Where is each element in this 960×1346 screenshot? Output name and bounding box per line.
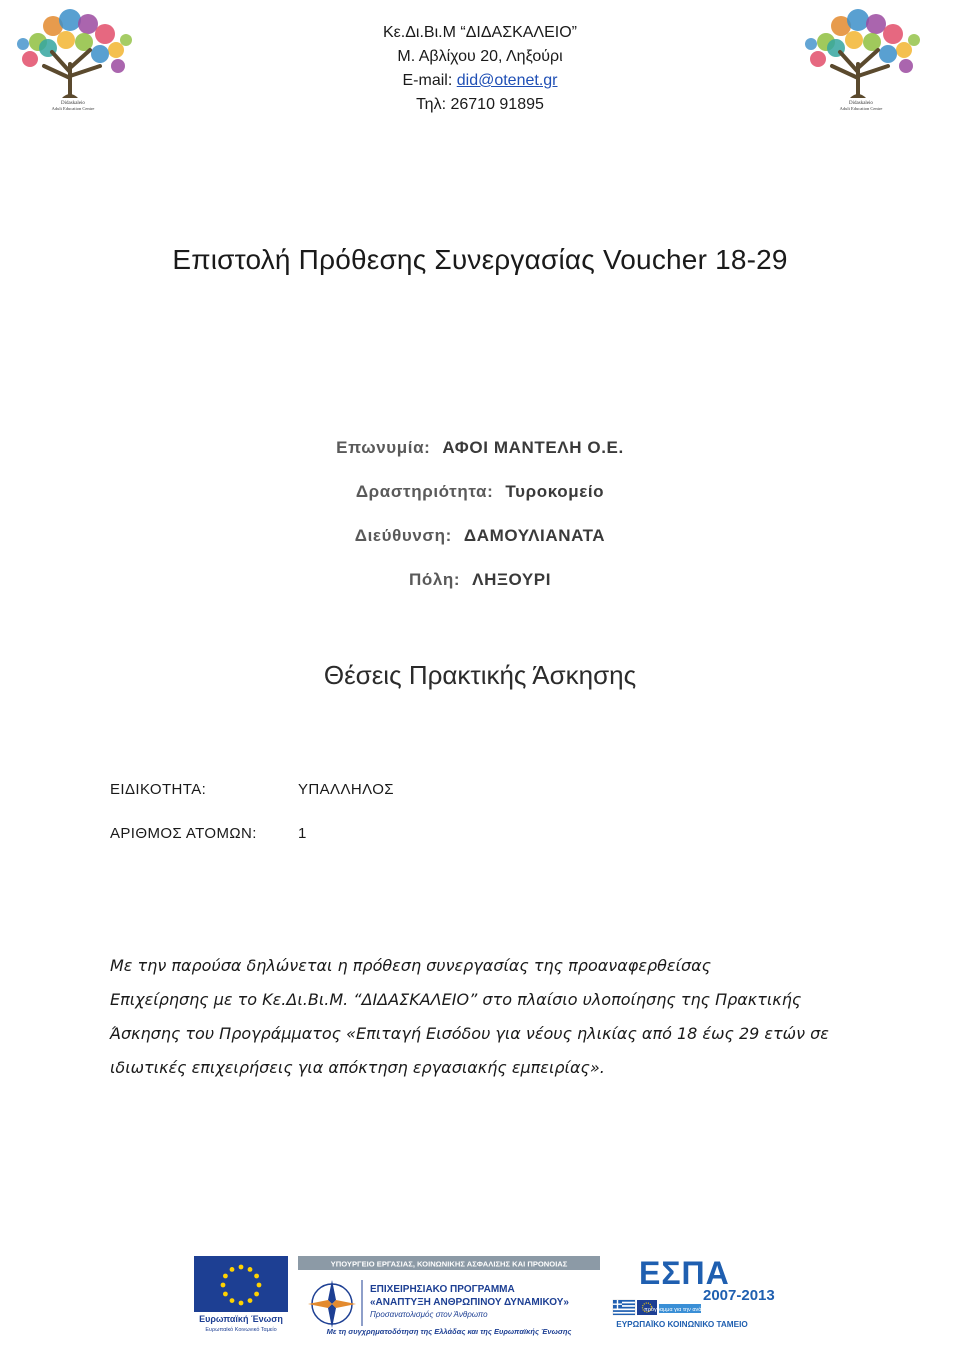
company-address-value: ΔΑΜΟΥΛΙΑΝΑΤΑ	[463, 526, 606, 545]
company-city-row	[0, 570, 960, 590]
header-phone: Τηλ: 26710 91895	[416, 96, 544, 113]
svg-text:πρόγραμμα για την ανάπτυξη: πρόγραμμα για την ανάπτυξη	[644, 1307, 716, 1313]
header-email-label: E-mail:	[402, 72, 457, 89]
svg-text:ΕΥΡΩΠΑΪΚΟ ΚΟΙΝΩΝΙΚΟ ΤΑΜΕΙΟ: ΕΥΡΩΠΑΪΚΟ ΚΟΙΝΩΝΙΚΟ ΤΑΜΕΙΟ	[616, 1320, 748, 1329]
eu-flag-logo	[192, 1256, 290, 1334]
espa-logo	[607, 1252, 775, 1334]
svg-text:Adult Education Centre: Adult Education Centre	[51, 106, 95, 111]
person-count-value: 1	[298, 825, 307, 842]
svg-text:Με τη συγχρηματοδότηση της Ελλ: Με τη συγχρηματοδότηση της Ελλάδας και της Ευρωπαϊκής Ένωσης	[326, 1327, 572, 1336]
specialty-label: ΕΙΔΙΚΟΤΗΤΑ:	[110, 781, 207, 798]
company-activity-row	[0, 482, 960, 502]
svg-text:ΥΠΟΥΡΓΕΙΟ ΕΡΓΑΣΙΑΣ, ΚΟΙΝΩΝΙΚΗΣ: ΥΠΟΥΡΓΕΙΟ ΕΡΓΑΣΙΑΣ, ΚΟΙΝΩΝΙΚΗΣ ΑΣΦΑΛΙΣΗΣ ΚΑΙ ΠΡΟΝΟΙΑΣ	[330, 1259, 568, 1269]
svg-text:Ευρωπαϊκό Κοινωνικό Ταμείο: Ευρωπαϊκό Κοινωνικό Ταμείο	[205, 1327, 277, 1333]
header-email-line	[0, 70, 960, 92]
greek-flag-icon	[613, 1300, 635, 1315]
svg-text:Προσανατολισμός στον Άνθρωπο: Προσανατολισμός στον Άνθρωπο	[370, 1310, 488, 1319]
company-address-label: Διεύθυνση:	[354, 526, 452, 545]
document-title: Επιστολή Πρόθεσης Συνεργασίας Voucher 18-29	[172, 244, 788, 275]
svg-text:Didaskaleio: Didaskaleio	[61, 101, 85, 106]
company-city-label: Πόλη:	[408, 570, 461, 589]
compass-icon	[308, 1280, 356, 1328]
specialty-value: ΥΠΑΛΛΗΛΟΣ	[298, 781, 394, 798]
header-address: Μ. Αβλίχου 20, Ληξούρι	[397, 48, 563, 65]
company-activity-value: Τυροκομείο	[505, 482, 605, 501]
header-org-name: Κε.Δι.Βι.Μ “ΔΙΔΑΣΚΑΛΕΙΟ”	[382, 24, 577, 41]
ministry-program-logo	[298, 1254, 600, 1338]
company-name-label: Επωνυμία:	[336, 438, 431, 457]
svg-text:2007-2013: 2007-2013	[703, 1287, 775, 1304]
person-count-label: ΑΡΙΘΜΟΣ ΑΤΟΜΩΝ:	[110, 825, 257, 842]
company-address-row	[0, 526, 960, 546]
svg-text:Didaskaleio: Didaskaleio	[849, 101, 873, 106]
declaration-line: Με την παρούσα δηλώνεται η πρόθεση συνεργασίας της προαναφερθείσας	[110, 956, 712, 975]
declaration-line: Επιχείρησης με το Κε.Δι.Βι.Μ. “ΔΙΔΑΣΚΑΛΕΙΟ” στο πλαίσιο υλοποίησης της Πρακτικής	[110, 990, 802, 1009]
positions-heading: Θέσεις Πρακτικής Άσκησης	[323, 660, 637, 690]
svg-text:ΕΣΠΑ: ΕΣΠΑ	[639, 1255, 730, 1291]
declaration-line: Άσκησης του Προγράμματος «Επιταγή Εισόδου για νέους ηλικίας από 18 έως 29 ετών σε	[110, 1024, 829, 1043]
company-name-row	[0, 438, 960, 458]
declaration-paragraph	[110, 949, 830, 1085]
declaration-line: ιδιωτικές επιχειρήσεις για απόκτηση εργασιακής εμπειρίας».	[110, 1058, 605, 1077]
header-email-link[interactable]: did@otenet.gr	[456, 72, 558, 89]
svg-text:Ευρωπαϊκή Ένωση: Ευρωπαϊκή Ένωση	[199, 1314, 283, 1324]
svg-text:Adult Education Centre: Adult Education Centre	[839, 106, 883, 111]
svg-text:«ΑΝΑΠΤΥΞΗ ΑΝΘΡΩΠΙΝΟΥ ΔΥΝΑΜΙΚΟΥ: «ΑΝΑΠΤΥΞΗ ΑΝΘΡΩΠΙΝΟΥ ΔΥΝΑΜΙΚΟΥ»	[370, 1297, 569, 1308]
company-activity-label: Δραστηριότητα:	[355, 482, 494, 501]
svg-text:ΕΠΙΧΕΙΡΗΣΙΑΚΟ ΠΡΟΓΡΑΜΜΑ: ΕΠΙΧΕΙΡΗΣΙΑΚΟ ΠΡΟΓΡΑΜΜΑ	[370, 1284, 515, 1295]
company-name-value: ΑΦΟΙ ΜΑΝΤΕΛΗ Ο.Ε.	[442, 438, 624, 457]
company-city-value: ΛΗΞΟΥΡΙ	[472, 570, 552, 589]
